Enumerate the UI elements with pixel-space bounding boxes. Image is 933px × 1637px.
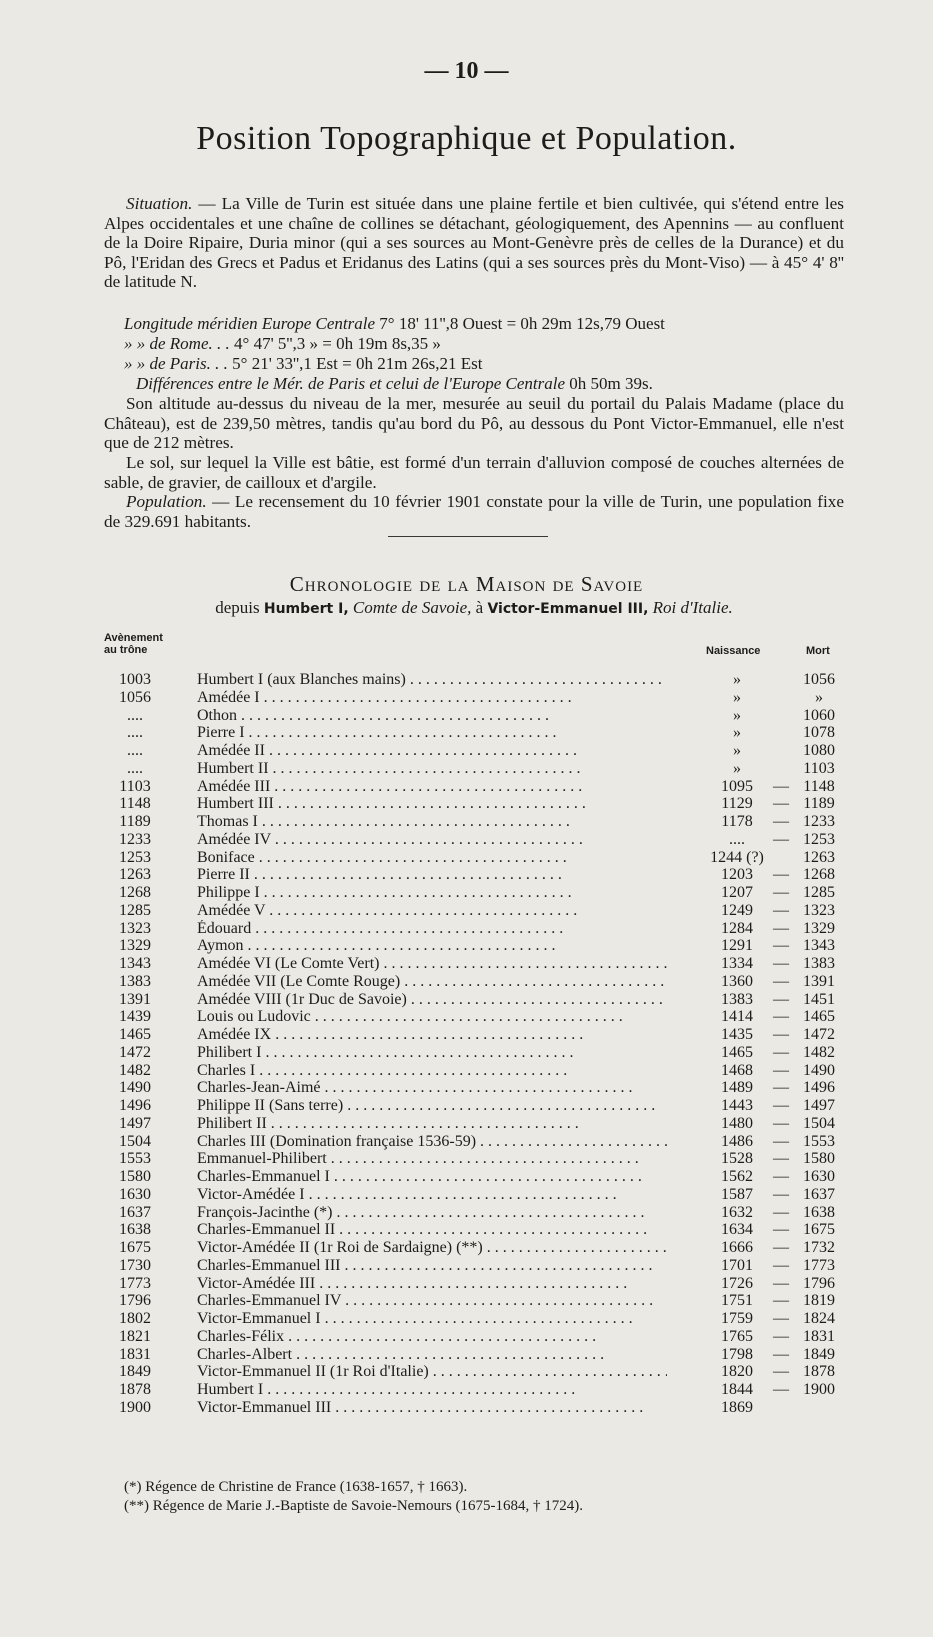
death-year: 1329: [803, 919, 835, 937]
death-year: 1391: [803, 972, 835, 990]
accession-year: 1630: [119, 1185, 151, 1203]
table-row: [0, 1399, 933, 1417]
year-dash: —: [773, 990, 789, 1008]
ruler-name: Amédée II . .: [197, 742, 667, 760]
sol-paragraph: Le sol, sur lequel la Ville est bâtie, est formé d'un terrain d'alluvion composé de couches alternées de sable, de gravier, de cailloux et d'argile.: [104, 453, 844, 492]
birth-year: 1632: [721, 1203, 753, 1221]
death-year: 1732: [803, 1239, 835, 1256]
death-year: 1263: [803, 848, 835, 866]
birth-year: 1759: [721, 1310, 753, 1327]
altitude-paragraph: Son altitude au-dessus du niveau de la mer, mesurée au seuil du portail du Palais Madame (place du Château), est de 239,50 mètres, tandis qu'au bord du Pô, au dessous du Pont Victor-Emmanuel, elle n'est que de 212 mètres.: [104, 394, 844, 453]
coord-label: Longitude méridien Europe Centrale: [124, 314, 376, 333]
birth-year: 1249: [721, 901, 753, 919]
accession-year: 1056: [119, 688, 151, 706]
table-row: [0, 778, 933, 796]
footnote-1: (*) Régence de Christine de France (1638-1657, † 1663).: [124, 1479, 468, 1495]
ruler-name: Victor-Amédée III . .: [197, 1275, 667, 1293]
accession-year: 1263: [119, 866, 151, 884]
ruler-name: Pierre II . .: [197, 866, 667, 884]
death-year: 1638: [803, 1203, 835, 1221]
subtitle-last-title: Roi d'Italie.: [648, 598, 733, 617]
situation-label: Situation.: [126, 194, 193, 213]
birth-year: 1528: [721, 1150, 753, 1168]
ruler-name: Amédée V . .: [197, 902, 667, 920]
accession-year: 1490: [119, 1079, 151, 1097]
ruler-name: Amédée VI (Le Comte Vert) . .: [197, 955, 667, 973]
accession-year: 1878: [119, 1381, 151, 1398]
year-dash: —: [773, 777, 789, 795]
birth-year: 1360: [721, 972, 753, 990]
death-year: 1056: [803, 671, 835, 688]
year-dash: —: [773, 937, 789, 955]
ruler-name: Charles-Albert . .: [197, 1346, 667, 1364]
accession-year: 1253: [119, 848, 151, 866]
coord-label: » » de Rome. . .: [124, 334, 230, 353]
table-row: [0, 902, 933, 920]
ruler-name: Othon . .: [197, 707, 667, 725]
birth-year: 1726: [721, 1274, 753, 1292]
accession-year: 1580: [119, 1168, 151, 1185]
table-row: [0, 1292, 933, 1310]
year-dash: —: [773, 972, 789, 990]
footnote-2: (**) Régence de Marie J.-Baptiste de Savoie-Nemours (1675-1684, † 1724).: [124, 1498, 584, 1514]
birth-year: 1751: [721, 1292, 753, 1310]
birth-year: 1334: [721, 955, 753, 972]
ruler-name: Charles-Emmanuel II . .: [197, 1221, 667, 1239]
year-dash: —: [773, 1026, 789, 1043]
year-dash: —: [773, 1345, 789, 1363]
ruler-name: Philippe I . .: [197, 884, 667, 902]
ruler-name: Victor-Emmanuel III . .: [197, 1399, 667, 1417]
death-year: 1343: [803, 937, 835, 955]
birth-year: 1765: [721, 1327, 753, 1345]
death-year: 1637: [803, 1185, 835, 1203]
table-row: [0, 1044, 933, 1062]
birth-year: 1414: [721, 1008, 753, 1026]
death-year: »: [815, 688, 823, 706]
ruler-name: Philibert I . .: [197, 1044, 667, 1062]
accession-year: 1439: [119, 1008, 151, 1026]
table-row: [0, 1115, 933, 1133]
death-year: 1383: [803, 955, 835, 972]
ruler-name: Philippe II (Sans terre) . .: [197, 1097, 667, 1115]
header-accession-line2: au trône: [104, 644, 148, 656]
year-dash: —: [773, 1327, 789, 1345]
table-row: [0, 760, 933, 778]
table-row: [0, 866, 933, 884]
ruler-name: Pierre I . .: [197, 724, 667, 742]
ruler-name: Charles-Emmanuel I . .: [197, 1168, 667, 1186]
accession-year: 1730: [119, 1256, 151, 1274]
header-death: Mort: [806, 645, 830, 657]
death-year: 1504: [803, 1114, 835, 1132]
coord-value: 0h 50m 39s.: [569, 374, 653, 393]
ruler-name: Charles-Emmanuel IV . .: [197, 1292, 667, 1310]
death-year: 1465: [803, 1008, 835, 1026]
birth-year: 1443: [721, 1097, 753, 1114]
accession-year: 1675: [119, 1239, 151, 1256]
year-dash: —: [773, 1061, 789, 1079]
birth-year: »: [733, 671, 741, 688]
birth-year: 1383: [721, 990, 753, 1008]
accession-year: ....: [127, 742, 143, 759]
coord-label: » » de Paris. . .: [124, 354, 228, 373]
birth-year: 1798: [721, 1345, 753, 1363]
table-row: [0, 1381, 933, 1399]
year-dash: —: [773, 1168, 789, 1185]
death-year: 1490: [803, 1061, 835, 1079]
death-year: 1796: [803, 1274, 835, 1292]
year-dash: —: [773, 955, 789, 972]
accession-year: 1391: [119, 990, 151, 1008]
chronology-subtitle: [104, 598, 844, 618]
year-dash: —: [773, 1132, 789, 1150]
ruler-name: Amédée IV . .: [197, 831, 667, 849]
table-row: [0, 671, 933, 689]
year-dash: —: [773, 1292, 789, 1310]
birth-year: »: [733, 742, 741, 759]
coord-line-2: [124, 334, 441, 354]
year-dash: —: [773, 1043, 789, 1061]
birth-year: 1486: [721, 1132, 753, 1150]
ruler-name: Amédée III . .: [197, 778, 667, 796]
accession-year: ....: [127, 724, 143, 742]
birth-year: 1820: [721, 1363, 753, 1381]
year-dash: —: [773, 1185, 789, 1203]
birth-year: 1207: [721, 884, 753, 901]
year-dash: —: [773, 1363, 789, 1381]
table-row: [0, 1026, 933, 1044]
birth-year: 1562: [721, 1168, 753, 1185]
birth-year: 1284: [721, 919, 753, 937]
accession-year: 1003: [119, 671, 151, 688]
situation-text: — La Ville de Turin est située dans une plaine fertile et bien cultivée, qui s'étend entre les Alpes occidentales et une chaîne de collines se détachant, géologiquement, des Apennins — au confluent de la Doire Ripaire, Duria minor (qui a ses sources au Mont-Genèvre près de celles de la Durance) et du Pô, l'Eridan des Grecs et Padus et Eridanus des Latins (qui a ses sources près du Mont-Viso) — à 45° 4' 8'' de latitude N.: [104, 194, 844, 292]
accession-year: ....: [127, 706, 143, 724]
year-dash: —: [773, 901, 789, 919]
ruler-name: Charles-Jean-Aimé . .: [197, 1079, 667, 1097]
birth-year: »: [733, 706, 741, 724]
accession-year: 1504: [119, 1132, 151, 1150]
ruler-name: Humbert III . .: [197, 795, 667, 813]
accession-year: 1637: [119, 1203, 151, 1221]
header-accession-line1: Avènement: [104, 632, 163, 644]
death-year: 1233: [803, 813, 835, 830]
birth-year: 1178: [721, 813, 753, 830]
table-row: [0, 1310, 933, 1328]
year-dash: —: [773, 1079, 789, 1097]
birth-year: 1489: [721, 1079, 753, 1097]
death-year: 1496: [803, 1079, 835, 1097]
ruler-name: Humbert II . .: [197, 760, 667, 778]
header-accession: [104, 632, 163, 656]
birth-year: 1465: [721, 1043, 753, 1061]
table-row: [0, 1150, 933, 1168]
table-row: [0, 1346, 933, 1364]
table-row: [0, 1257, 933, 1275]
accession-year: 1802: [119, 1310, 151, 1327]
table-row: [0, 1097, 933, 1115]
table-row: [0, 1062, 933, 1080]
page-number: — 10 —: [424, 58, 509, 84]
header-birth: Naissance: [706, 645, 761, 657]
birth-year: 1095: [721, 777, 753, 795]
table-row: [0, 849, 933, 867]
accession-year: 1343: [119, 955, 151, 972]
death-year: 1900: [803, 1381, 835, 1398]
table-row: [0, 920, 933, 938]
birth-year: 1468: [721, 1061, 753, 1079]
ruler-name: Louis ou Ludovic . .: [197, 1008, 667, 1026]
section-divider: [388, 536, 548, 537]
death-year: 1472: [803, 1026, 835, 1043]
year-dash: —: [773, 866, 789, 884]
accession-year: 1900: [119, 1398, 151, 1416]
ruler-name: François-Jacinthe (*) . .: [197, 1204, 667, 1222]
birth-year: 1244 (?): [710, 848, 764, 866]
ruler-name: Amédée I . .: [197, 689, 667, 707]
year-dash: —: [773, 1256, 789, 1274]
table-row: [0, 1008, 933, 1026]
accession-year: 1796: [119, 1292, 151, 1310]
accession-year: 1103: [119, 777, 151, 795]
birth-year: »: [733, 759, 741, 777]
birth-year: ....: [729, 830, 745, 848]
death-year: 1060: [803, 706, 835, 724]
birth-year: 1869: [721, 1398, 753, 1416]
ruler-name: Philibert II . .: [197, 1115, 667, 1133]
year-dash: —: [773, 1150, 789, 1168]
birth-year: 1587: [721, 1185, 753, 1203]
coord-line-1: [124, 314, 665, 334]
ruler-name: Humbert I . .: [197, 1381, 667, 1399]
year-dash: —: [773, 919, 789, 937]
accession-year: 1553: [119, 1150, 151, 1168]
subtitle-prefix: depuis: [215, 598, 264, 617]
ruler-name: Thomas I . .: [197, 813, 667, 831]
table-row: [0, 724, 933, 742]
birth-year: 1844: [721, 1381, 753, 1398]
page-title: Position Topographique et Population.: [196, 120, 737, 157]
accession-year: 1329: [119, 937, 151, 955]
death-year: 1482: [803, 1043, 835, 1061]
ruler-name: Victor-Emmanuel I . .: [197, 1310, 667, 1328]
table-row: [0, 1168, 933, 1186]
accession-year: 1773: [119, 1274, 151, 1292]
coord-label: Différences entre le Mér. de Paris et celui de l'Europe Centrale: [136, 374, 565, 393]
death-year: 1253: [803, 830, 835, 848]
accession-year: 1472: [119, 1043, 151, 1061]
accession-year: 1323: [119, 919, 151, 937]
death-year: 1103: [803, 759, 835, 777]
year-dash: —: [773, 813, 789, 830]
population-text: — Le recensement du 10 février 1901 constate pour la ville de Turin, une population fixe de 329.691 habitants.: [104, 492, 844, 531]
birth-year: »: [733, 688, 741, 706]
birth-year: 1666: [721, 1239, 753, 1256]
ruler-name: Victor-Emmanuel II (1r Roi d'Italie) . .: [197, 1363, 667, 1381]
population-paragraph: [104, 492, 844, 531]
ruler-name: Charles I . .: [197, 1062, 667, 1080]
birth-year: »: [733, 724, 741, 742]
death-year: 1878: [803, 1363, 835, 1381]
table-row: [0, 1133, 933, 1151]
table-row: [0, 689, 933, 707]
death-year: 1824: [803, 1310, 835, 1327]
ruler-name: Charles-Félix . .: [197, 1328, 667, 1346]
year-dash: —: [773, 1203, 789, 1221]
death-year: 1580: [803, 1150, 835, 1168]
ruler-name: Amédée IX . .: [197, 1026, 667, 1044]
ruler-name: Humbert I (aux Blanches mains) . .: [197, 671, 667, 689]
coord-value: 5° 21' 33'',1 Est = 0h 21m 26s,21 Est: [232, 354, 483, 373]
accession-year: 1849: [119, 1363, 151, 1381]
death-year: 1773: [803, 1256, 835, 1274]
subtitle-first-title: Comte de Savoie,: [348, 598, 472, 617]
accession-year: ....: [127, 759, 143, 777]
coord-line-3: [124, 354, 483, 374]
death-year: 1078: [803, 724, 835, 742]
year-dash: —: [773, 1097, 789, 1114]
table-row: [0, 937, 933, 955]
year-dash: —: [773, 1239, 789, 1256]
table-row: [0, 955, 933, 973]
table-row: [0, 1204, 933, 1222]
chronology-table: [0, 671, 933, 1417]
ruler-name: Boniface . .: [197, 849, 667, 867]
ruler-name: Charles-Emmanuel III . .: [197, 1257, 667, 1275]
birth-year: 1291: [721, 937, 753, 955]
table-row: [0, 1186, 933, 1204]
year-dash: —: [773, 795, 789, 813]
birth-year: 1435: [721, 1026, 753, 1043]
death-year: 1268: [803, 866, 835, 884]
year-dash: —: [773, 1274, 789, 1292]
accession-year: 1268: [119, 884, 151, 901]
death-year: 1323: [803, 901, 835, 919]
year-dash: —: [773, 1008, 789, 1026]
ruler-name: Amédée VII (Le Comte Rouge) . .: [197, 973, 667, 991]
accession-year: 1383: [119, 972, 151, 990]
table-row: [0, 831, 933, 849]
ruler-name: Victor-Amédée I . .: [197, 1186, 667, 1204]
table-row: [0, 1239, 933, 1257]
table-row: [0, 1275, 933, 1293]
table-row: [0, 1221, 933, 1239]
table-row: [0, 991, 933, 1009]
population-label: Population.: [126, 492, 207, 511]
death-year: 1675: [803, 1221, 835, 1239]
death-year: 1285: [803, 884, 835, 901]
death-year: 1831: [803, 1327, 835, 1345]
table-row: [0, 813, 933, 831]
accession-year: 1465: [119, 1026, 151, 1043]
table-row: [0, 1363, 933, 1381]
accession-year: 1821: [119, 1327, 151, 1345]
accession-year: 1831: [119, 1345, 151, 1363]
accession-year: 1148: [119, 795, 151, 813]
year-dash: —: [773, 884, 789, 901]
year-dash: —: [773, 1114, 789, 1132]
table-row: [0, 884, 933, 902]
coord-value: 7° 18' 11'',8 Ouest = 0h 29m 12s,79 Ouest: [379, 314, 665, 333]
birth-year: 1480: [721, 1114, 753, 1132]
ruler-name: Charles III (Domination française 1536-59) . .: [197, 1133, 667, 1151]
table-row: [0, 973, 933, 991]
death-year: 1553: [803, 1132, 835, 1150]
birth-year: 1701: [721, 1256, 753, 1274]
ruler-name: Amédée VIII (1r Duc de Savoie) . .: [197, 991, 667, 1009]
death-year: 1630: [803, 1168, 835, 1185]
birth-year: 1634: [721, 1221, 753, 1239]
subtitle-first-ruler: Humbert I,: [263, 601, 349, 617]
ruler-name: Victor-Amédée II (1r Roi de Sardaigne) (**) . .: [197, 1239, 667, 1257]
year-dash: —: [773, 1310, 789, 1327]
year-dash: —: [773, 830, 789, 848]
death-year: 1189: [803, 795, 835, 813]
accession-year: 1189: [119, 813, 151, 830]
chronology-title: Chronologie de la Maison de Savoie: [289, 572, 644, 596]
accession-year: 1497: [119, 1114, 151, 1132]
table-row: [0, 707, 933, 725]
accession-year: 1285: [119, 901, 151, 919]
death-year: 1148: [803, 777, 835, 795]
table-row: [0, 795, 933, 813]
death-year: 1819: [803, 1292, 835, 1310]
accession-year: 1496: [119, 1097, 151, 1114]
table-row: [0, 742, 933, 760]
table-row: [0, 1328, 933, 1346]
death-year: 1451: [803, 990, 835, 1008]
coord-line-4: [136, 374, 653, 394]
accession-year: 1638: [119, 1221, 151, 1239]
death-year: 1080: [803, 742, 835, 759]
birth-year: 1203: [721, 866, 753, 884]
ruler-name: Édouard . .: [197, 920, 667, 938]
accession-year: 1233: [119, 830, 151, 848]
accession-year: 1482: [119, 1061, 151, 1079]
coord-value: 4° 47' 5'',3 » = 0h 19m 8s,35 »: [234, 334, 441, 353]
situation-paragraph: [104, 194, 844, 292]
death-year: 1497: [803, 1097, 835, 1114]
subtitle-mid: à: [471, 598, 488, 617]
ruler-name: Emmanuel-Philibert . .: [197, 1150, 667, 1168]
year-dash: —: [773, 1381, 789, 1398]
subtitle-last-ruler: Victor-Emmanuel III,: [487, 601, 649, 617]
table-row: [0, 1079, 933, 1097]
birth-year: 1129: [721, 795, 753, 813]
year-dash: —: [773, 1221, 789, 1239]
ruler-name: Aymon . .: [197, 937, 667, 955]
death-year: 1849: [803, 1345, 835, 1363]
